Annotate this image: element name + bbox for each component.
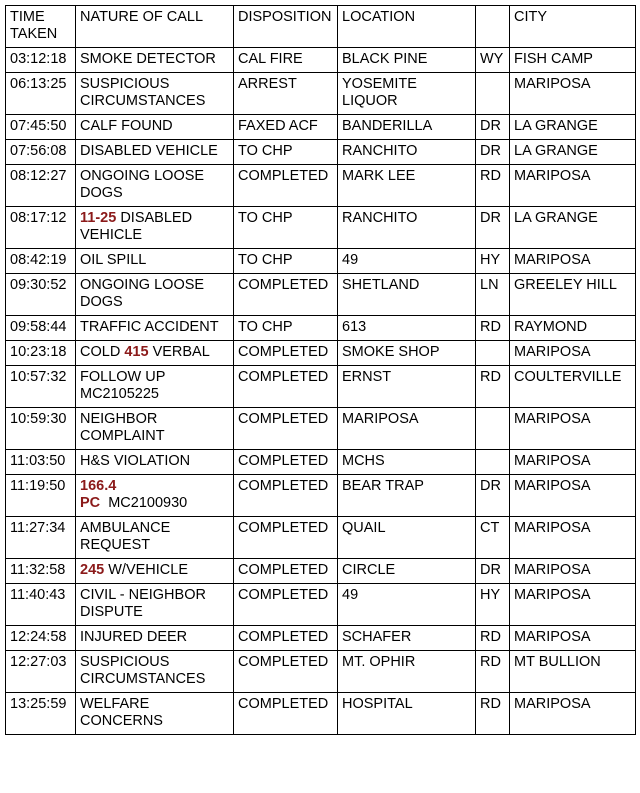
time-taken-cell: 09:30:52 bbox=[6, 274, 76, 316]
street-suffix-cell bbox=[476, 341, 510, 366]
nature-text: COLD bbox=[80, 344, 121, 360]
location-cell: 613 bbox=[338, 316, 476, 341]
nature-text: FOLLOW UP MC2105225 bbox=[80, 369, 166, 402]
time-taken-cell: 11:40:43 bbox=[6, 584, 76, 626]
nature-of-call-cell bbox=[76, 249, 234, 274]
time-taken-cell: 11:27:34 bbox=[6, 517, 76, 559]
nature-of-call-cell bbox=[76, 316, 234, 341]
nature-of-call-cell bbox=[76, 73, 234, 115]
location-cell: MARIPOSA bbox=[338, 408, 476, 450]
city-cell: FISH CAMP bbox=[510, 48, 636, 73]
table-row bbox=[6, 651, 636, 693]
disposition-cell: FAXED ACF bbox=[234, 115, 338, 140]
disposition-cell: COMPLETED bbox=[234, 274, 338, 316]
time-taken-cell: 08:12:27 bbox=[6, 165, 76, 207]
nature-of-call-cell bbox=[76, 450, 234, 475]
table-row bbox=[6, 366, 636, 408]
location-cell: CIRCLE bbox=[338, 559, 476, 584]
city-cell: MARIPOSA bbox=[510, 584, 636, 626]
table-row bbox=[6, 693, 636, 735]
nature-of-call-cell bbox=[76, 584, 234, 626]
nature-text: CIVIL - NEIGHBOR DISPUTE bbox=[80, 587, 206, 620]
street-suffix-cell: DR bbox=[476, 115, 510, 140]
header-nature-of-call: NATURE OF CALL bbox=[76, 6, 234, 48]
street-suffix-cell: HY bbox=[476, 249, 510, 274]
table-row bbox=[6, 140, 636, 165]
location-cell: SMOKE SHOP bbox=[338, 341, 476, 366]
time-taken-cell: 06:13:25 bbox=[6, 73, 76, 115]
nature-of-call-cell bbox=[76, 140, 234, 165]
time-taken-cell: 10:23:18 bbox=[6, 341, 76, 366]
nature-text: DISABLED VEHICLE bbox=[80, 210, 193, 243]
call-log-table bbox=[5, 5, 636, 735]
nature-of-call-cell bbox=[76, 517, 234, 559]
table-row bbox=[6, 73, 636, 115]
time-taken-cell: 12:24:58 bbox=[6, 626, 76, 651]
location-cell: MARK LEE bbox=[338, 165, 476, 207]
header-city: CITY bbox=[510, 6, 636, 48]
table-row bbox=[6, 584, 636, 626]
city-cell: MARIPOSA bbox=[510, 341, 636, 366]
header-disposition: DISPOSITION bbox=[234, 6, 338, 48]
street-suffix-cell: RD bbox=[476, 693, 510, 735]
disposition-cell: CAL FIRE bbox=[234, 48, 338, 73]
nature-text: CALF FOUND bbox=[80, 118, 173, 134]
location-cell: 49 bbox=[338, 584, 476, 626]
table-row bbox=[6, 341, 636, 366]
city-cell: GREELEY HILL bbox=[510, 274, 636, 316]
time-taken-cell: 09:58:44 bbox=[6, 316, 76, 341]
table-row bbox=[6, 274, 636, 316]
time-taken-cell: 08:17:12 bbox=[6, 207, 76, 249]
city-cell: MARIPOSA bbox=[510, 517, 636, 559]
nature-of-call-cell bbox=[76, 651, 234, 693]
nature-of-call-cell bbox=[76, 274, 234, 316]
disposition-cell: COMPLETED bbox=[234, 651, 338, 693]
location-cell: QUAIL bbox=[338, 517, 476, 559]
disposition-cell: COMPLETED bbox=[234, 366, 338, 408]
nature-text: MC2100930 bbox=[108, 495, 188, 511]
location-cell: HOSPITAL bbox=[338, 693, 476, 735]
location-cell: 49 bbox=[338, 249, 476, 274]
penal-code: 11-25 bbox=[80, 210, 117, 226]
street-suffix-cell: RD bbox=[476, 366, 510, 408]
city-cell: LA GRANGE bbox=[510, 140, 636, 165]
city-cell: MARIPOSA bbox=[510, 693, 636, 735]
location-cell: ERNST bbox=[338, 366, 476, 408]
table-header bbox=[6, 6, 636, 48]
location-cell: SCHAFER bbox=[338, 626, 476, 651]
header-street-suffix bbox=[476, 6, 510, 48]
street-suffix-cell bbox=[476, 450, 510, 475]
nature-text: SMOKE DETECTOR bbox=[80, 51, 216, 67]
nature-of-call-cell bbox=[76, 48, 234, 73]
time-taken-cell: 12:27:03 bbox=[6, 651, 76, 693]
location-cell: BEAR TRAP bbox=[338, 475, 476, 517]
nature-of-call-cell bbox=[76, 408, 234, 450]
nature-text: OIL SPILL bbox=[80, 252, 147, 268]
table-body bbox=[6, 48, 636, 735]
time-taken-cell: 07:45:50 bbox=[6, 115, 76, 140]
table-row bbox=[6, 207, 636, 249]
location-cell: RANCHITO bbox=[338, 140, 476, 165]
disposition-cell: TO CHP bbox=[234, 249, 338, 274]
time-taken-cell: 07:56:08 bbox=[6, 140, 76, 165]
city-cell: MT BULLION bbox=[510, 651, 636, 693]
nature-of-call-cell bbox=[76, 626, 234, 651]
street-suffix-cell: WY bbox=[476, 48, 510, 73]
location-cell: MT. OPHIR bbox=[338, 651, 476, 693]
disposition-cell: ARREST bbox=[234, 73, 338, 115]
time-taken-cell: 03:12:18 bbox=[6, 48, 76, 73]
nature-text: ONGOING LOOSE DOGS bbox=[80, 277, 205, 310]
street-suffix-cell: RD bbox=[476, 165, 510, 207]
street-suffix-cell: DR bbox=[476, 559, 510, 584]
street-suffix-cell: RD bbox=[476, 651, 510, 693]
city-cell: RAYMOND bbox=[510, 316, 636, 341]
nature-of-call-cell bbox=[76, 366, 234, 408]
time-taken-cell: 13:25:59 bbox=[6, 693, 76, 735]
street-suffix-cell: HY bbox=[476, 584, 510, 626]
street-suffix-cell bbox=[476, 73, 510, 115]
nature-text: ONGOING LOOSE DOGS bbox=[80, 168, 205, 201]
nature-text: INJURED DEER bbox=[80, 629, 188, 645]
table-row bbox=[6, 249, 636, 274]
disposition-cell: COMPLETED bbox=[234, 559, 338, 584]
disposition-cell: COMPLETED bbox=[234, 165, 338, 207]
table-row bbox=[6, 626, 636, 651]
disposition-cell: TO CHP bbox=[234, 207, 338, 249]
location-cell: BLACK PINE bbox=[338, 48, 476, 73]
nature-text: SUSPICIOUS CIRCUMSTANCES bbox=[80, 76, 206, 109]
nature-of-call-cell bbox=[76, 559, 234, 584]
nature-text: WELFARE CONCERNS bbox=[80, 696, 163, 729]
nature-of-call-cell bbox=[76, 115, 234, 140]
table-row bbox=[6, 165, 636, 207]
table-row bbox=[6, 559, 636, 584]
city-cell: MARIPOSA bbox=[510, 165, 636, 207]
time-taken-cell: 11:32:58 bbox=[6, 559, 76, 584]
street-suffix-cell: RD bbox=[476, 626, 510, 651]
time-taken-cell: 11:03:50 bbox=[6, 450, 76, 475]
nature-text: H&S VIOLATION bbox=[80, 453, 191, 469]
header-location: LOCATION bbox=[338, 6, 476, 48]
nature-text: W/VEHICLE bbox=[108, 562, 188, 578]
time-taken-cell: 10:57:32 bbox=[6, 366, 76, 408]
nature-text-after: VERBAL bbox=[152, 344, 210, 360]
table-row bbox=[6, 408, 636, 450]
nature-of-call-cell bbox=[76, 341, 234, 366]
city-cell: COULTERVILLE bbox=[510, 366, 636, 408]
location-cell: YOSEMITE LIQUOR bbox=[338, 73, 476, 115]
street-suffix-cell: RD bbox=[476, 316, 510, 341]
city-cell: MARIPOSA bbox=[510, 626, 636, 651]
table-row bbox=[6, 517, 636, 559]
street-suffix-cell: LN bbox=[476, 274, 510, 316]
time-taken-cell: 10:59:30 bbox=[6, 408, 76, 450]
city-cell: MARIPOSA bbox=[510, 73, 636, 115]
table-row bbox=[6, 316, 636, 341]
nature-text: DISABLED VEHICLE bbox=[80, 143, 218, 159]
location-cell: BANDERILLA bbox=[338, 115, 476, 140]
disposition-cell: TO CHP bbox=[234, 316, 338, 341]
disposition-cell: COMPLETED bbox=[234, 693, 338, 735]
street-suffix-cell: DR bbox=[476, 140, 510, 165]
disposition-cell: TO CHP bbox=[234, 140, 338, 165]
penal-code: 415 bbox=[124, 344, 149, 360]
time-taken-cell: 08:42:19 bbox=[6, 249, 76, 274]
disposition-cell: COMPLETED bbox=[234, 341, 338, 366]
disposition-cell: COMPLETED bbox=[234, 475, 338, 517]
nature-text: NEIGHBOR COMPLAINT bbox=[80, 411, 165, 444]
city-cell: LA GRANGE bbox=[510, 207, 636, 249]
street-suffix-cell bbox=[476, 408, 510, 450]
table-row bbox=[6, 115, 636, 140]
header-time-taken: TIME TAKEN bbox=[6, 6, 76, 48]
location-cell: RANCHITO bbox=[338, 207, 476, 249]
location-cell: MCHS bbox=[338, 450, 476, 475]
penal-code: 166.4 bbox=[80, 478, 117, 494]
location-cell: SHETLAND bbox=[338, 274, 476, 316]
nature-text: TRAFFIC ACCIDENT bbox=[80, 319, 219, 335]
penal-code-suffix: PC bbox=[80, 495, 101, 511]
street-suffix-cell: CT bbox=[476, 517, 510, 559]
street-suffix-cell: DR bbox=[476, 207, 510, 249]
nature-text: SUSPICIOUS CIRCUMSTANCES bbox=[80, 654, 206, 687]
table-row bbox=[6, 475, 636, 517]
disposition-cell: COMPLETED bbox=[234, 408, 338, 450]
table-row bbox=[6, 48, 636, 73]
table-row bbox=[6, 450, 636, 475]
nature-of-call-cell bbox=[76, 207, 234, 249]
disposition-cell: COMPLETED bbox=[234, 584, 338, 626]
city-cell: MARIPOSA bbox=[510, 408, 636, 450]
city-cell: MARIPOSA bbox=[510, 559, 636, 584]
nature-text: AMBULANCE REQUEST bbox=[80, 520, 171, 553]
nature-of-call-cell bbox=[76, 693, 234, 735]
nature-of-call-cell bbox=[76, 165, 234, 207]
city-cell: MARIPOSA bbox=[510, 249, 636, 274]
nature-of-call-cell bbox=[76, 475, 234, 517]
city-cell: MARIPOSA bbox=[510, 450, 636, 475]
time-taken-cell: 11:19:50 bbox=[6, 475, 76, 517]
disposition-cell: COMPLETED bbox=[234, 626, 338, 651]
city-cell: LA GRANGE bbox=[510, 115, 636, 140]
header-row bbox=[6, 6, 636, 48]
disposition-cell: COMPLETED bbox=[234, 517, 338, 559]
street-suffix-cell: DR bbox=[476, 475, 510, 517]
city-cell: MARIPOSA bbox=[510, 475, 636, 517]
disposition-cell: COMPLETED bbox=[234, 450, 338, 475]
penal-code: 245 bbox=[80, 562, 105, 578]
